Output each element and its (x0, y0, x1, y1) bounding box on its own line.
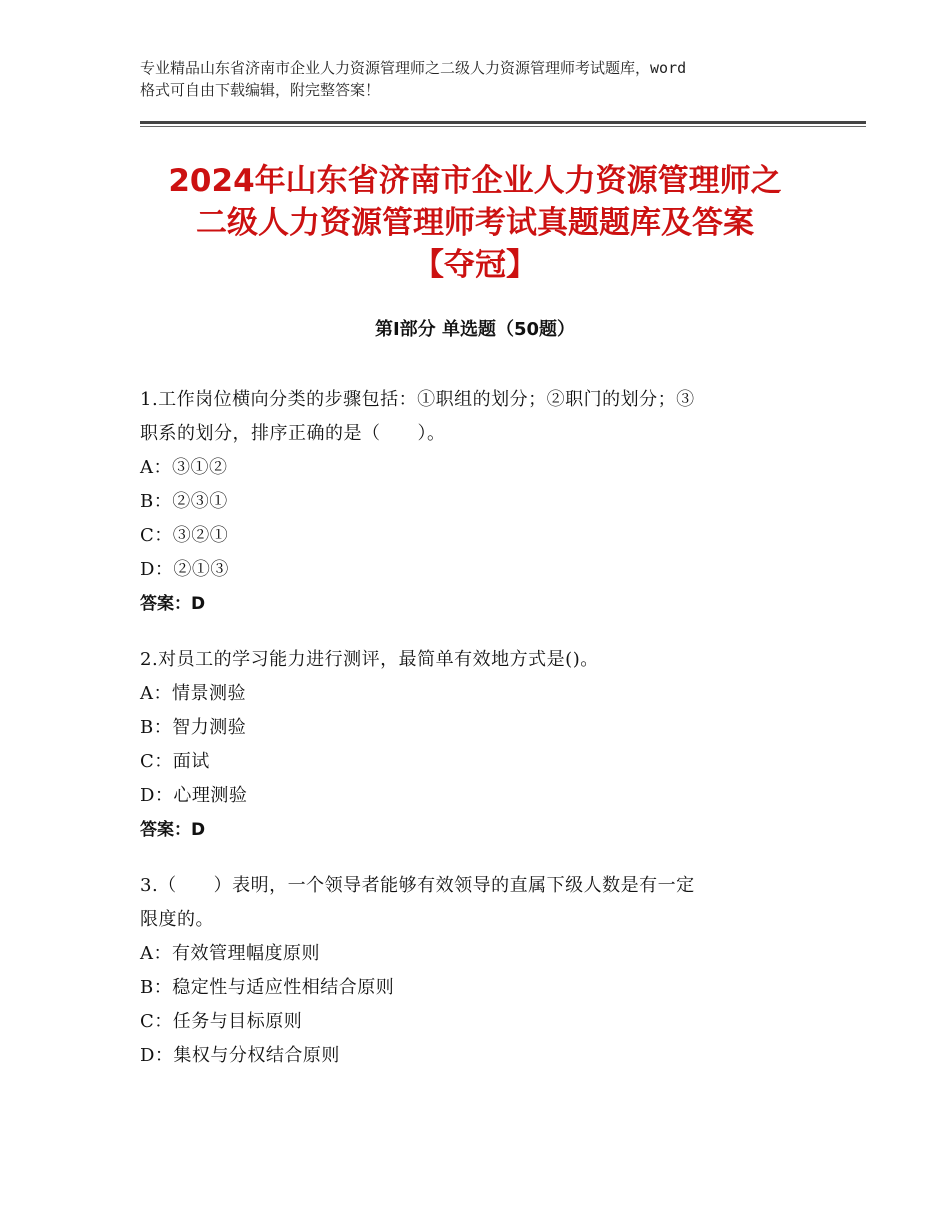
section-title: 第Ⅰ部分 单选题（50题） (374, 319, 575, 340)
header-note-line-2: 格式可自由下载编辑，附完整答案！ (140, 81, 381, 99)
header-note (140, 57, 840, 101)
answer-label: 答案：D (140, 820, 206, 840)
question-stem-line: 3.（ ）表明，一个领导者能够有效领导的直属下级人数是有一定 (140, 875, 695, 896)
question-list (140, 383, 820, 1095)
document-title-line-2: 二级人力资源管理师考试真题题库及答案 (196, 205, 754, 241)
option-a: A：情景测验 (140, 683, 246, 704)
question-2 (140, 643, 820, 847)
option-d: D：②①③ (140, 559, 229, 580)
question-stem-line: 限度的。 (140, 909, 214, 930)
header-divider-thin (140, 126, 866, 127)
document-title-line-1: 2024年山东省济南市企业人力资源管理师之 (168, 163, 782, 199)
answer-label: 答案：D (140, 594, 206, 614)
document-title-line-3: 【夺冠】 (413, 247, 537, 283)
option-c: C：面试 (140, 751, 210, 772)
question-1 (140, 383, 820, 621)
option-b: B：稳定性与适应性相结合原则 (140, 977, 395, 998)
question-stem-line: 职系的划分，排序正确的是（ ）。 (140, 423, 446, 444)
question-stem-line: 1.工作岗位横向分类的步骤包括：①职组的划分；②职门的划分；③ (140, 389, 695, 410)
option-b: B：智力测验 (140, 717, 247, 738)
question-stem-line: 2.对员工的学习能力进行测评，最简单有效地方式是()。 (140, 649, 599, 670)
option-b: B：②③① (140, 491, 228, 512)
document-title (100, 160, 850, 286)
option-a: A：③①② (140, 457, 228, 478)
header-divider-thick (140, 121, 866, 124)
header-note-line-1: 专业精品山东省济南市企业人力资源管理师之二级人力资源管理师考试题库，word (140, 59, 687, 77)
option-d: D：集权与分权结合原则 (140, 1045, 340, 1066)
option-d: D：心理测验 (140, 785, 248, 806)
option-c: C：③②① (140, 525, 229, 546)
question-3 (140, 869, 820, 1073)
option-a: A：有效管理幅度原则 (140, 943, 320, 964)
option-c: C：任务与目标原则 (140, 1011, 303, 1032)
